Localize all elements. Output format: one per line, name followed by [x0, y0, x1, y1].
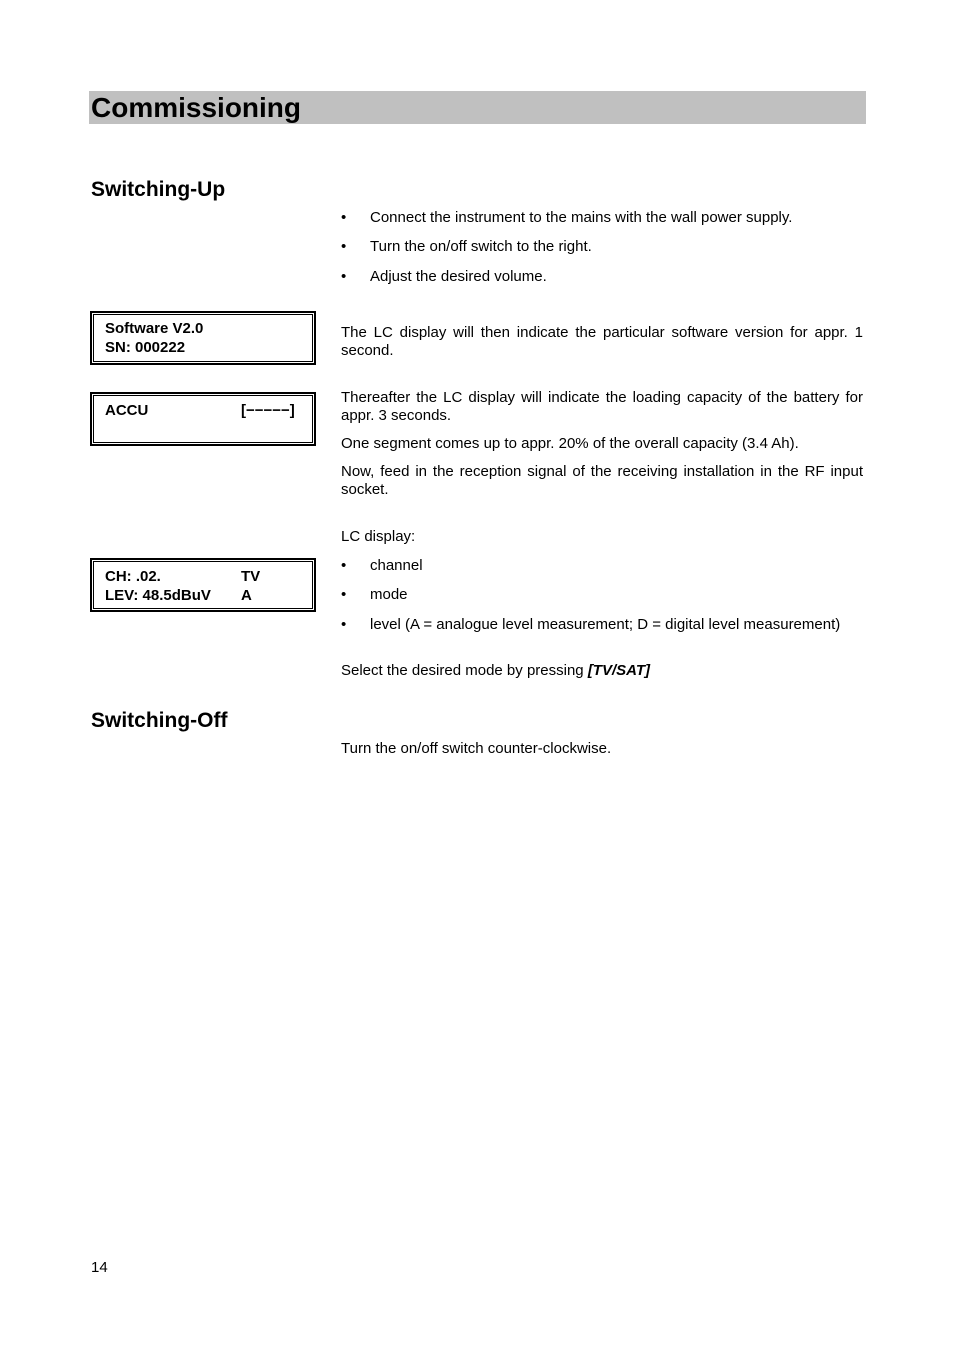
- section-banner: [89, 91, 866, 124]
- lcd-line: TV: [241, 568, 261, 585]
- bullet-glyph: •: [341, 616, 347, 633]
- bullet-glyph: •: [341, 586, 347, 603]
- paragraph-switching-off: Turn the on/off switch counter-clockwise.: [341, 740, 612, 757]
- lcd-line: CH: .02.: [105, 568, 161, 585]
- key-label: [TV/SAT]: [587, 662, 651, 679]
- lcd-software: [90, 311, 316, 365]
- lcd-line: A: [241, 587, 252, 604]
- bullet-glyph: •: [341, 268, 347, 285]
- paragraph-select: Select the desired mode by pressing [TV/SAT]: [341, 662, 651, 679]
- heading-switching-up: Switching-Up: [91, 178, 226, 201]
- page-number: 14: [91, 1259, 108, 1276]
- paragraph-battery: Thereafter the LC display will indicate the loading capacity of the battery for appr. 3 seconds.: [341, 389, 863, 424]
- heading-switching-off: Switching-Off: [91, 709, 228, 732]
- lcd-line: SN: 000222: [105, 339, 186, 356]
- bullet-glyph: •: [341, 557, 347, 574]
- lcd-channel: [90, 558, 316, 612]
- page-title: Commissioning: [91, 92, 302, 123]
- bullet-glyph: •: [341, 238, 347, 255]
- paragraph-software: The LC display will then indicate the particular software version for appr. 1 second.: [341, 324, 863, 359]
- lcd-line: LEV: 48.5dBuV: [105, 587, 211, 604]
- paragraph-segment: One segment comes up to appr. 20% of the overall capacity (3.4 Ah).: [341, 435, 799, 452]
- lcd-line: Software V2.0: [105, 320, 204, 337]
- lcd-line: ACCU: [105, 402, 149, 419]
- lcd-accu: [90, 392, 316, 446]
- paragraph-feed: Now, feed in the reception signal of the receiving installation in the RF input socket.: [341, 463, 863, 498]
- battery-bar: [−−−−−]: [241, 402, 295, 419]
- lc-display-label: LC display:: [341, 528, 416, 545]
- bullet-glyph: •: [341, 209, 347, 226]
